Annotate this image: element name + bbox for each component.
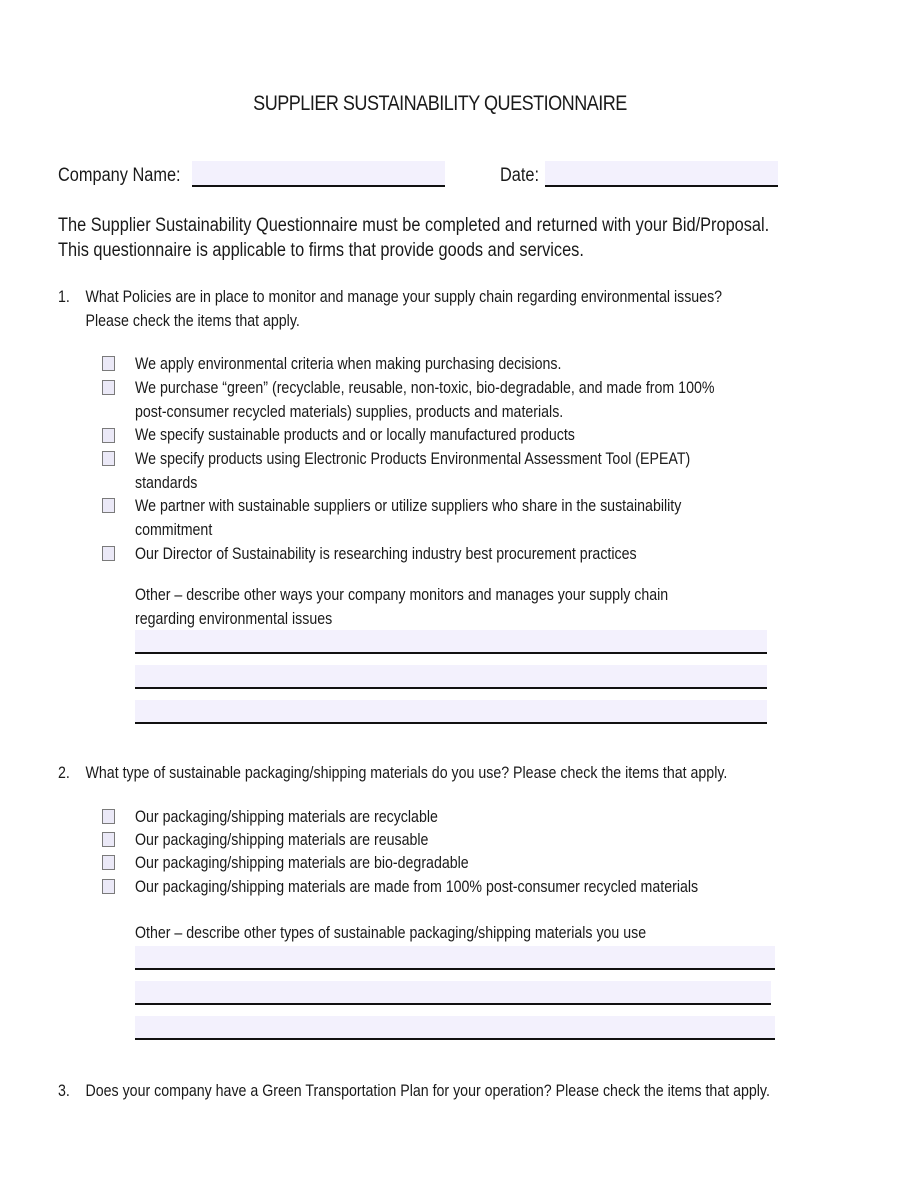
checkbox[interactable] [102, 451, 115, 466]
question-3 [58, 1079, 770, 1103]
option-label: We purchase “green” (recyclable, reusable, non-toxic, bio-degradable, and made from 100% post-consumer recycled materials) supplies, products and materials. [135, 379, 715, 421]
option-label: Our packaging/shipping materials are made from 100% post-consumer recycled materials [135, 878, 699, 896]
other-answer-line-3[interactable] [135, 1016, 775, 1040]
intro-line-2: This questionnaire is applicable to firms that provide goods and services. [58, 240, 584, 261]
question-text: Does your company have a Green Transportation Plan for your operation? Please check the items that apply. [85, 1082, 770, 1100]
option-label: We partner with sustainable suppliers or utilize suppliers who share in the sustainability commitment [135, 497, 682, 539]
checkbox[interactable] [102, 356, 115, 371]
other-answer-line-1[interactable] [135, 946, 775, 970]
option-label: Our packaging/shipping materials are reusable [135, 831, 429, 849]
checkbox[interactable] [102, 546, 115, 561]
option-label: Our packaging/shipping materials are recyclable [135, 808, 438, 826]
option-label: We specify products using Electronic Products Environmental Assessment Tool (EPEAT) standards [135, 450, 691, 492]
other-answer-line-2[interactable] [135, 665, 767, 689]
date-label: Date: [500, 165, 540, 186]
other-answer-line-2[interactable] [135, 981, 771, 1005]
checkbox[interactable] [102, 428, 115, 443]
option-label: We specify sustainable products and or locally manufactured products [135, 426, 575, 444]
checkbox[interactable] [102, 855, 115, 870]
other-prompt: Other – describe other ways your company monitors and manages your supply chain regarding environmental issues [135, 586, 669, 628]
page-title: SUPPLIER SUSTAINABILITY QUESTIONNAIRE [253, 92, 627, 115]
checkbox[interactable] [102, 809, 115, 824]
question-number: 1. [58, 288, 70, 306]
checkbox[interactable] [102, 380, 115, 395]
question-text: What Policies are in place to monitor and manage your supply chain regarding environmental issues? [85, 288, 723, 306]
question-1 [58, 285, 722, 333]
checkbox[interactable] [102, 832, 115, 847]
other-prompt: Other – describe other types of sustainable packaging/shipping materials you use [135, 924, 647, 942]
option-label: Our Director of Sustainability is researching industry best procurement practices [135, 545, 637, 563]
company-name-label: Company Name: [58, 165, 181, 186]
option-label: Our packaging/shipping materials are bio-degradable [135, 854, 469, 872]
other-answer-line-1[interactable] [135, 630, 767, 654]
question-number: 3. [58, 1082, 70, 1100]
intro-line-1: The Supplier Sustainability Questionnaire must be completed and returned with your Bid/Proposal. [58, 215, 770, 236]
date-field[interactable] [545, 161, 778, 187]
checkbox[interactable] [102, 498, 115, 513]
question-text-cont: Please check the items that apply. [85, 312, 300, 330]
question-number: 2. [58, 764, 70, 782]
checkbox[interactable] [102, 879, 115, 894]
question-text: What type of sustainable packaging/shipping materials do you use? Please check the items that apply. [85, 764, 728, 782]
company-name-field[interactable] [192, 161, 445, 187]
other-answer-line-3[interactable] [135, 700, 767, 724]
question-2 [58, 761, 727, 785]
option-label: We apply environmental criteria when making purchasing decisions. [135, 355, 562, 373]
